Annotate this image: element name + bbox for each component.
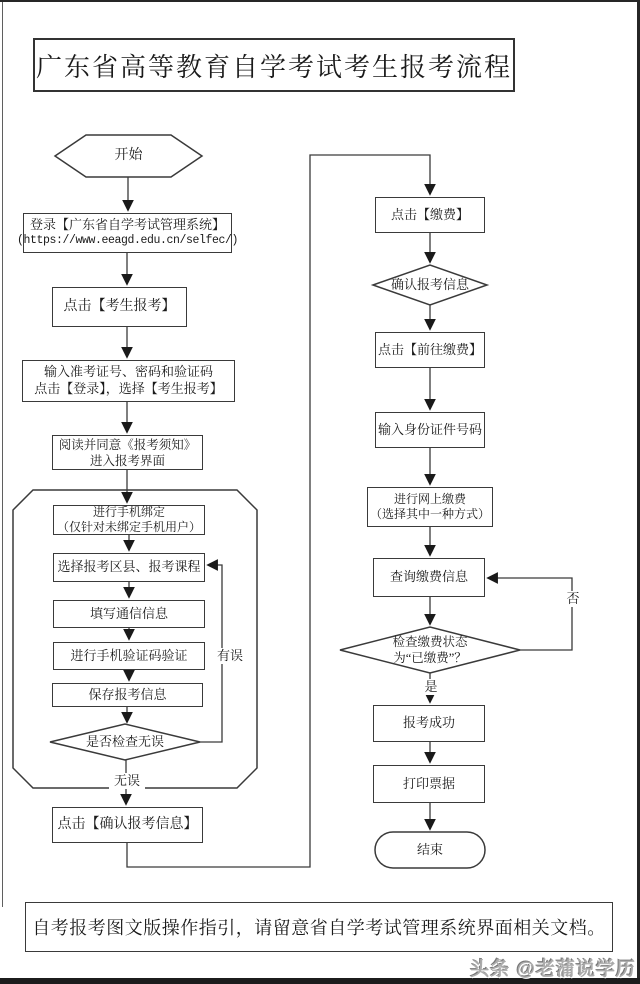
flow-node-bind-phone [53,505,205,535]
flow-node-login [16,213,239,253]
edge-label-has-error: 有误 [216,648,243,663]
flow-node-fill-contact-info: 填写通信信息 [53,600,205,628]
check-paid-line2: 为“已缴费”？ [393,651,467,665]
flow-node-enter-credentials [22,360,235,402]
bind-phone-line2: （仅针对未绑定手机用户） [56,520,201,534]
enter-credentials-line2: 点击【登录】，选择【考生报考】 [34,381,223,396]
flow-node-print-receipt: 打印票据 [373,765,485,803]
flow-node-click-candidate-register: 点击【考生报考】 [52,287,187,327]
flow-node-end: 结束 [416,841,443,857]
flow-node-confirm-register-info: 点击【确认报考信息】 [52,807,203,843]
flow-node-query-pay-info: 查询缴费信息 [373,558,485,597]
online-pay-line1: 进行网上缴费 [393,491,466,506]
flow-node-confirm-info: 确认报考信息 [390,276,469,292]
read-notice-line2: 进入报考界面 [89,453,165,468]
footer-note: 自考报考图文版操作指引，请留意省自学考试管理系统界面相关文档。 [25,902,613,952]
edge-label-yes: 是 [422,679,440,695]
enter-credentials-line1: 输入准考证号、密码和验证码 [43,364,213,380]
flow-node-go-to-pay: 点击【前往缴费】 [375,332,485,368]
flow-node-select-district-courses: 选择报考区县、报考课程 [53,553,205,582]
check-paid-line1: 检查缴费状态 [392,635,468,649]
page-title: 广东省高等教育自学考试考生报考流程 [33,38,515,92]
flow-node-save-register-info: 保存报考信息 [52,683,203,707]
read-notice-line1: 阅读并同意《报考须知》 [58,437,197,452]
flow-node-read-notice [52,435,203,470]
flow-node-check-paid [340,627,520,673]
flow-node-online-pay [367,487,493,527]
edge-label-no: 否 [564,591,582,607]
login-line1: 登录【广东省自学考试管理系统】 [29,217,225,233]
edge-label-no-error: 无误 [109,773,145,789]
login-url: (https://www.eeagd.edu.cn/selfec/) [16,233,239,247]
online-pay-line2: （选择其中一种方式） [369,507,490,521]
flow-node-start: 开始 [114,148,143,164]
flow-node-register-success: 报考成功 [373,705,485,742]
flow-node-phone-code-verify: 进行手机验证码验证 [53,642,205,670]
bind-phone-line1: 进行手机绑定 [92,504,165,519]
flow-node-click-pay: 点击【缴费】 [375,197,485,233]
flow-node-check-correct: 是否检查无误 [85,733,164,749]
flow-node-enter-id-number: 输入身份证件号码 [375,412,485,448]
watermark-text: 头条 @老蒲说学历 [470,959,636,980]
